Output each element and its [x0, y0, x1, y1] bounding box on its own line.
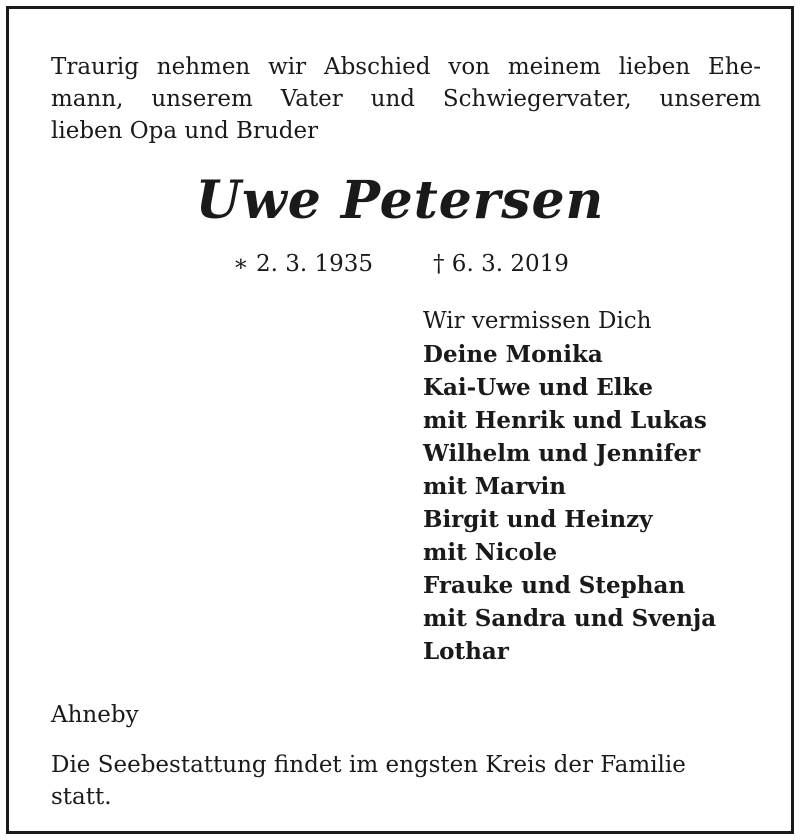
closing-line-1: Die Seebestattung findet im engsten Kreis der Familie [51, 752, 686, 778]
mourners-list [423, 305, 716, 668]
intro-text [51, 51, 761, 147]
intro-line-1: Traurig nehmen wir Abschied von meinem lieben Ehe- [51, 54, 761, 80]
mourner-name: Frauke und Stephan [423, 572, 686, 599]
mourner-name: mit Nicole [423, 539, 558, 566]
mourners-lead: Wir vermissen Dich [423, 308, 652, 334]
place-name: Ahneby [51, 702, 139, 728]
closing-text [51, 749, 761, 813]
mourner-name: Lothar [423, 638, 509, 665]
mourner-name: Birgit und Heinzy [423, 506, 653, 533]
mourner-name: mit Marvin [423, 473, 567, 500]
obituary-notice [6, 6, 794, 834]
mourner-name: mit Henrik und Lukas [423, 407, 707, 434]
closing-line-2: statt. [51, 784, 112, 810]
mourner-name: Kai-Uwe und Elke [423, 374, 654, 401]
mourner-name: Wilhelm und Jennifer [423, 440, 701, 467]
mourner-name: Deine Monika [423, 341, 603, 368]
intro-line-3: lieben Opa und Bruder [51, 118, 319, 144]
birth-date: ∗ 2. 3. 1935 [233, 251, 373, 277]
intro-line-2: mann, unserem Vater und Schwiegervater, unserem [51, 86, 761, 112]
deceased-name: Uwe Petersen [195, 170, 605, 231]
mourner-name: mit Sandra und Svenja [423, 605, 717, 632]
death-date: † 6. 3. 2019 [433, 251, 569, 277]
